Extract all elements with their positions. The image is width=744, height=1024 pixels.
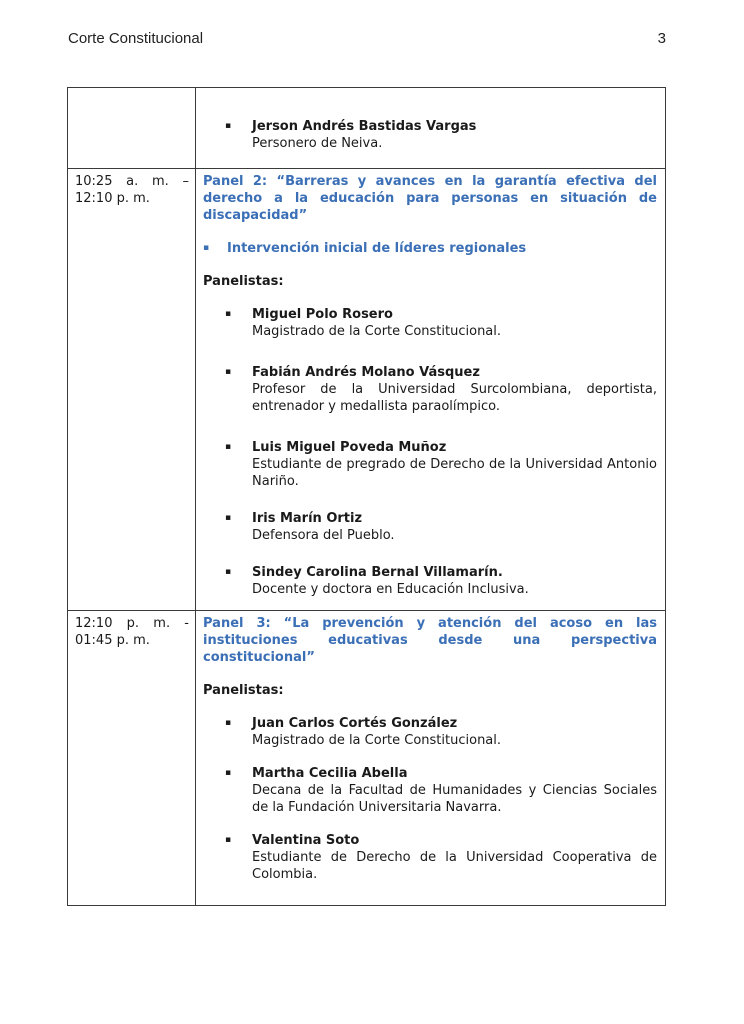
panelist-name: Valentina Soto <box>252 833 360 848</box>
panelist-role: Profesor de la Universidad Surcolombiana, deportista, entrenador y medallista paraolímpico. <box>252 382 657 414</box>
section-bullet <box>203 240 657 257</box>
panelist-name: Jerson Andrés Bastidas Vargas <box>252 119 477 134</box>
bullet-icon: ▪ <box>203 243 210 253</box>
panelist-item <box>203 118 657 152</box>
bullet-icon: ▪ <box>225 367 232 377</box>
panelist-role: Defensora del Pueblo. <box>252 528 395 543</box>
panelist-role: Personero de Neiva. <box>252 136 383 151</box>
panelists-label: Panelistas: <box>203 274 284 289</box>
panelist-role: Magistrado de la Corte Constitucional. <box>252 733 502 748</box>
agenda-row <box>68 169 666 611</box>
bullet-icon: ▪ <box>225 718 232 728</box>
panelist-item <box>203 510 657 544</box>
bullet-icon: ▪ <box>225 121 232 131</box>
panelist-item <box>203 765 657 816</box>
panelist-item <box>203 364 657 415</box>
bullet-icon: ▪ <box>225 567 232 577</box>
page-number: 3 <box>657 30 666 47</box>
panelist-name: Sindey Carolina Bernal Villamarín. <box>252 565 503 580</box>
bullet-icon: ▪ <box>225 513 232 523</box>
panelists-label: Panelistas: <box>203 683 284 698</box>
bullet-icon: ▪ <box>225 835 232 845</box>
bullet-icon: ▪ <box>225 768 232 778</box>
panelist-role: Decana de la Facultad de Humanidades y Ciencias Sociales de la Fundación Universitaria Navarra. <box>252 783 657 815</box>
panel-title: Panel 2: “Barreras y avances en la garantía efectiva del derecho a la educación para personas en situación de discapacidad” <box>203 174 657 223</box>
panelist-name: Luis Miguel Poveda Muñoz <box>252 440 447 455</box>
time-cell <box>68 88 196 169</box>
content-cell <box>196 88 666 169</box>
panelist-name: Martha Cecilia Abella <box>252 766 408 781</box>
panelist-name: Iris Marín Ortiz <box>252 511 363 526</box>
panelist-name: Miguel Polo Rosero <box>252 307 393 322</box>
bullet-icon: ▪ <box>225 442 232 452</box>
panelist-name: Fabián Andrés Molano Vásquez <box>252 365 480 380</box>
section-bullet-text: Intervención inicial de líderes regionales <box>227 241 527 256</box>
panelist-role: Magistrado de la Corte Constitucional. <box>252 324 502 339</box>
time-cell: 12:10 p. m. - 01:45 p. m. <box>68 611 196 906</box>
panelist-name: Juan Carlos Cortés González <box>252 716 458 731</box>
panel-title: Panel 3: “La prevención y atención del acoso en las instituciones educativas desde una perspectiva constitucional” <box>203 616 657 665</box>
panelist-role: Estudiante de pregrado de Derecho de la Universidad Antonio Nariño. <box>252 457 657 489</box>
panelist-item <box>203 832 657 883</box>
panelist-role: Estudiante de Derecho de la Universidad Cooperativa de Colombia. <box>252 850 657 882</box>
time-cell: 10:25 a. m. – 12:10 p. m. <box>68 169 196 611</box>
content-cell <box>196 169 666 611</box>
running-header-title: Corte Constitucional <box>68 30 204 47</box>
agenda-row <box>68 611 666 906</box>
panelist-item <box>203 715 657 749</box>
bullet-icon: ▪ <box>225 309 232 319</box>
panelist-item <box>203 564 657 598</box>
panelist-item <box>203 439 657 490</box>
content-cell <box>196 611 666 906</box>
panelist-role: Docente y doctora en Educación Inclusiva. <box>252 582 529 597</box>
agenda-table <box>67 87 666 906</box>
panelist-item <box>203 306 657 340</box>
agenda-row <box>68 88 666 169</box>
